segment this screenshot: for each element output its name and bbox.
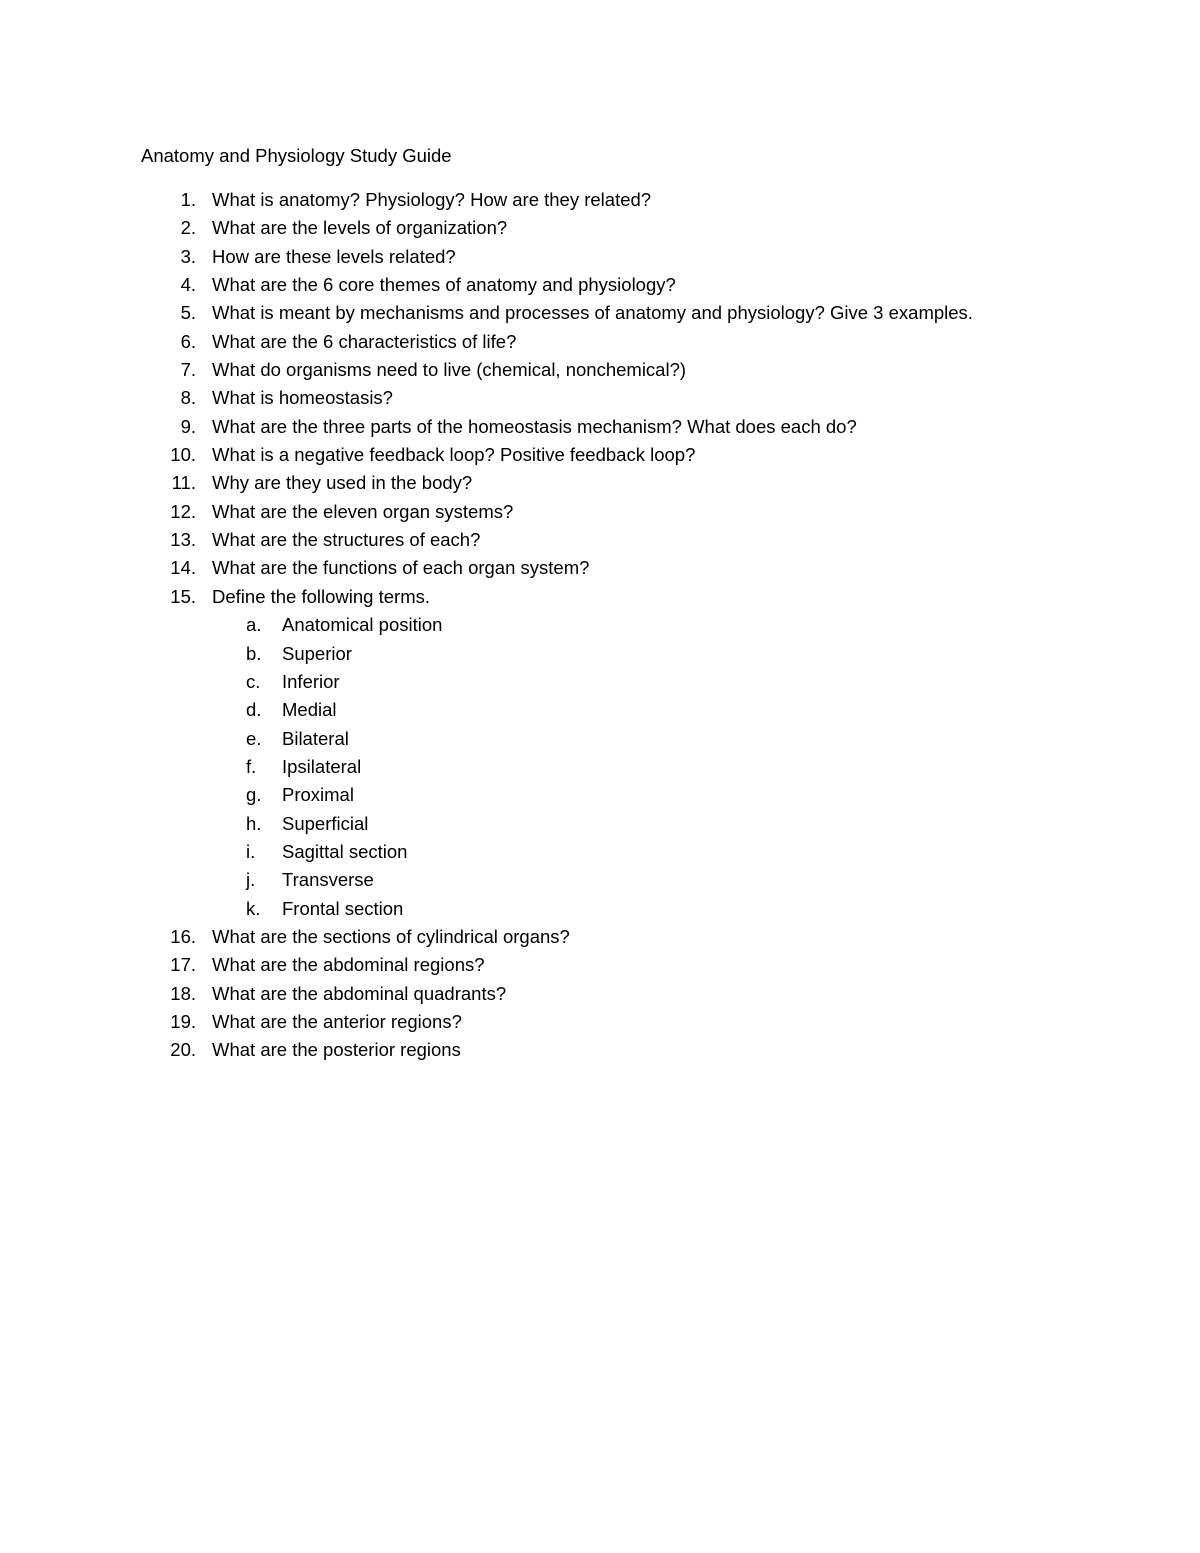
term-text: Sagittal section	[282, 840, 408, 862]
question-text: What are the levels of organization?	[212, 217, 508, 239]
term-item	[0, 668, 1200, 696]
question-text: What are the abdominal quadrants?	[212, 982, 507, 1004]
question-text: What are the three parts of the homeostasis mechanism? What does each do?	[212, 415, 857, 437]
question-text: What is a negative feedback loop? Positive feedback loop?	[212, 444, 696, 466]
question-item	[0, 498, 1200, 526]
question-number: 7.	[180, 359, 196, 381]
question-text: What is homeostasis?	[212, 387, 393, 409]
term-letter: j.	[246, 869, 256, 891]
question-text: What are the abdominal regions?	[212, 954, 485, 976]
question-text: What are the 6 core themes of anatomy and physiology?	[212, 274, 676, 296]
term-text: Medial	[282, 699, 337, 721]
question-text: What are the eleven organ systems?	[212, 500, 514, 522]
term-letter: k.	[246, 897, 261, 919]
question-number: 6.	[180, 330, 196, 352]
question-number: 1.	[180, 189, 196, 210]
question-number: 19.	[170, 1010, 196, 1032]
term-item	[0, 810, 1200, 838]
question-item	[0, 413, 1200, 441]
question-number: 17.	[170, 954, 196, 976]
question-item	[0, 469, 1200, 497]
term-letter: h.	[246, 812, 262, 834]
term-item	[0, 640, 1200, 668]
term-text: Inferior	[282, 670, 340, 692]
question-number: 4.	[180, 274, 196, 296]
question-text: What are the posterior regions	[212, 1039, 461, 1061]
question-item	[0, 186, 1200, 214]
term-letter: e.	[246, 727, 262, 749]
term-letter: d.	[246, 699, 262, 721]
term-letter: c.	[246, 670, 261, 692]
term-letter: i.	[246, 840, 256, 862]
term-item	[0, 696, 1200, 724]
question-item	[0, 923, 1200, 951]
term-item	[0, 866, 1200, 894]
question-text: What are the functions of each organ system?	[212, 557, 590, 579]
term-text: Superficial	[282, 812, 369, 834]
question-item	[0, 441, 1200, 469]
question-text: Why are they used in the body?	[212, 472, 473, 494]
question-item	[0, 526, 1200, 554]
question-text: What are the sections of cylindrical organs?	[212, 925, 570, 947]
term-text: Ipsilateral	[282, 755, 362, 777]
question-item	[0, 980, 1200, 1008]
term-text: Anatomical position	[282, 614, 443, 636]
term-item	[0, 753, 1200, 781]
question-text: What is anatomy? Physiology? How are they related?	[212, 189, 652, 210]
question-item	[0, 583, 1200, 611]
term-item	[0, 781, 1200, 809]
term-text: Frontal section	[282, 897, 404, 919]
question-number: 20.	[170, 1039, 196, 1061]
question-number: 18.	[170, 982, 196, 1004]
question-item	[0, 328, 1200, 356]
question-item	[0, 271, 1200, 299]
term-item	[0, 725, 1200, 753]
term-item	[0, 838, 1200, 866]
question-item	[0, 554, 1200, 582]
question-number: 2.	[180, 217, 196, 239]
question-number: 15.	[170, 585, 196, 607]
question-text: What are the anterior regions?	[212, 1010, 462, 1032]
question-number: 3.	[180, 245, 196, 267]
question-item	[0, 299, 1200, 327]
question-list	[0, 186, 1200, 1065]
question-number: 14.	[170, 557, 196, 579]
question-item	[0, 951, 1200, 979]
term-item	[0, 611, 1200, 639]
term-text: Proximal	[282, 784, 354, 806]
question-number: 8.	[180, 387, 196, 409]
term-text: Superior	[282, 642, 352, 664]
question-text: What do organisms need to live (chemical, nonchemical?)	[212, 359, 687, 381]
question-item	[0, 243, 1200, 271]
document-title: Anatomy and Physiology Study Guide	[141, 145, 452, 166]
term-text: Bilateral	[282, 727, 349, 749]
term-letter: g.	[246, 784, 262, 806]
question-text: What are the structures of each?	[212, 529, 481, 551]
question-item	[0, 214, 1200, 242]
term-item	[0, 895, 1200, 923]
question-item	[0, 356, 1200, 384]
question-item	[0, 1008, 1200, 1036]
term-letter: a.	[246, 614, 262, 636]
question-text: How are these levels related?	[212, 245, 456, 267]
question-number: 9.	[180, 415, 196, 437]
question-text: What is meant by mechanisms and processes of anatomy and physiology? Give 3 examples.	[212, 302, 973, 324]
term-letter: f.	[246, 755, 257, 777]
question-item	[0, 1036, 1200, 1064]
term-letter: b.	[246, 642, 262, 664]
question-number: 5.	[180, 302, 196, 324]
question-number: 10.	[170, 444, 196, 466]
question-text: What are the 6 characteristics of life?	[212, 330, 517, 352]
question-item	[0, 384, 1200, 412]
question-text: Define the following terms.	[212, 585, 430, 607]
question-number: 11.	[171, 472, 196, 494]
term-text: Transverse	[282, 869, 374, 891]
question-number: 12.	[170, 500, 196, 522]
question-number: 13.	[170, 529, 196, 551]
question-number: 16.	[170, 925, 196, 947]
